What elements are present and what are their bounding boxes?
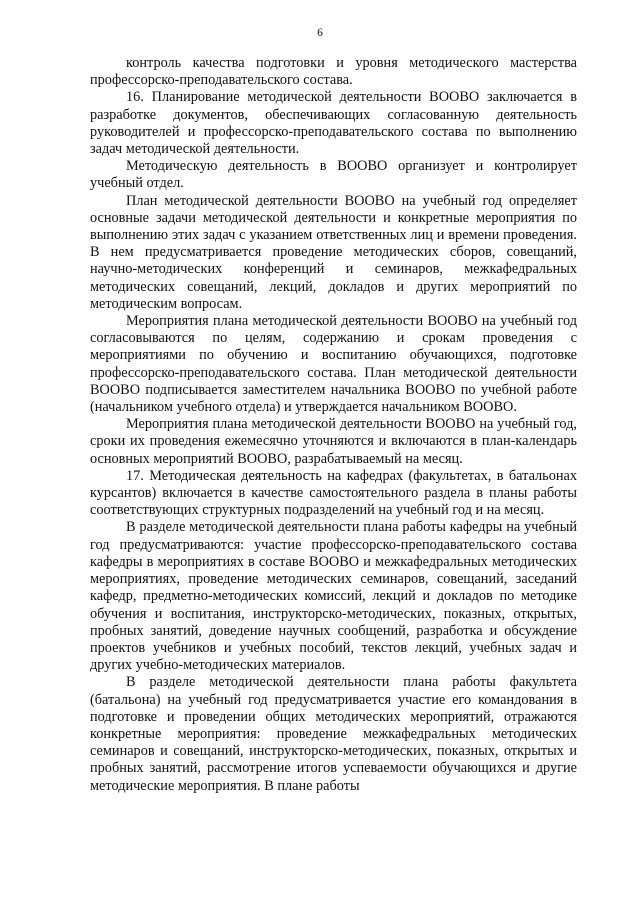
paragraph-department-plan: В разделе методической деятельности плана работы кафедры на учебный год предусматриваются: участие профессорско-преподавательского состава кафедры в мероприятиях в составе ВООВО и межкафедральных методических мероприятиях, проведение методических семинаров, совещаний, заседаний кафедр, предметно-методических комиссий, лекций и докладов по методике обучения и воспитания, инструкторско-методических, показных, открытых, пробных занятий, доведение научных сообщений, разработка и обсуждение проектов учебников и учебных пособий, текстов лекций, учебных задач и других учебно-методических материалов. [90,519,577,674]
paragraph-plan-coordination: Мероприятия плана методической деятельности ВООВО на учебный год согласовываются по целям, содержанию и срокам проведения с мероприятиями по обучению и воспитанию обучающихся, подготовке профессорско-преподавательского состава. План методической деятельности ВООВО подписывается заместителем начальника ВООВО по учебной работе (начальником учебного отдела) и утверждается начальником ВООВО. [90,313,577,416]
paragraph-item-16: 16. Планирование методической деятельности ВООВО заключается в разработке документов, обеспечивающих согласованную деятельность руководителей и профессорско-преподавательского состава по выполнению задач методической деятельности. [90,89,577,158]
paragraph-monthly-calendar: Мероприятия плана методической деятельности ВООВО на учебный год, сроки их проведения ежемесячно уточняются и включаются в план-календарь основных мероприятий ВООВО, разрабатываемый на месяц. [90,416,577,467]
page-number: 6 [317,27,323,39]
document-body [90,55,577,795]
paragraph-training-department: Методическую деятельность в ВООВО организует и контролирует учебный отдел. [90,158,577,192]
paragraph-faculty-plan: В разделе методической деятельности плана работы факультета (батальона) на учебный год предусматривается участие его командования в подготовке и проведении общих методических мероприятий, отражаются конкретные мероприятия: проведение межкафедральных методических семинаров и совещаний, инструкторско-методических, показных, открытых и пробных занятий, рассмотрение итогов успеваемости обучающихся и другие методические мероприятия. В плане работы [90,674,577,794]
paragraph-continuation: контроль качества подготовки и уровня методического мастерства профессорско-преподавательского состава. [90,55,577,89]
paragraph-item-17: 17. Методическая деятельность на кафедрах (факультетах, в батальонах курсантов) включается в качестве самостоятельного раздела в планы работы соответствующих структурных подразделений на учебный год и на месяц. [90,467,577,519]
paragraph-annual-plan: План методической деятельности ВООВО на учебный год определяет основные задачи методической деятельности и конкретные мероприятия по выполнению этих задач с указанием ответственных лиц и времени проведения. В нем предусматривается проведение методических сборов, совещаний, научно-методических конференций и семинаров, межкафедральных методических совещаний, лекций, докладов и других мероприятий по методическим вопросам. [90,192,577,312]
